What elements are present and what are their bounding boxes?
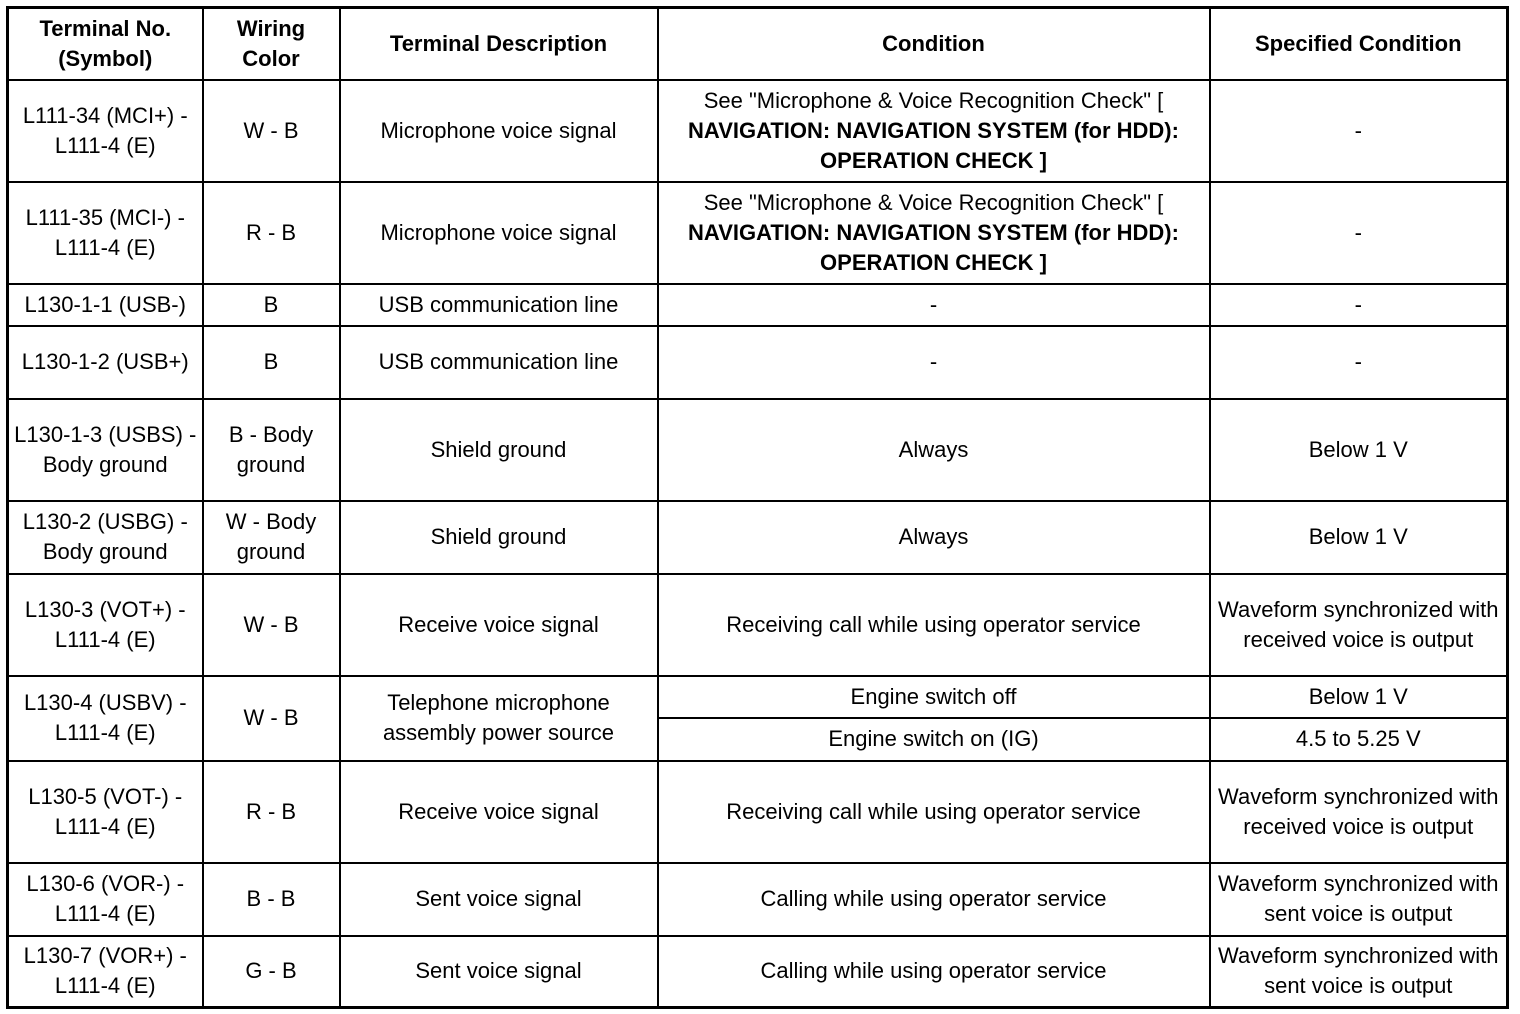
wiring-cell: G - B xyxy=(203,936,340,1008)
specified-cell: - xyxy=(1210,284,1508,326)
description-cell: USB communication line xyxy=(340,326,658,399)
wiring-cell: B - Body ground xyxy=(203,399,340,501)
condition-cell: Calling while using operator service xyxy=(658,863,1210,936)
table-row xyxy=(8,761,1508,863)
wiring-cell: B xyxy=(203,326,340,399)
condition-cell: - xyxy=(658,326,1210,399)
condition-cell: Calling while using operator service xyxy=(658,936,1210,1008)
wiring-cell: R - B xyxy=(203,182,340,284)
terminal-cell: L130-1-2 (USB+) xyxy=(8,326,203,399)
condition-cell: Receiving call while using operator service xyxy=(658,761,1210,863)
header-row xyxy=(8,8,1508,80)
header-description: Terminal Description xyxy=(340,8,658,80)
table-row xyxy=(8,182,1508,284)
description-cell: USB communication line xyxy=(340,284,658,326)
condition-text: See "Microphone & Voice Recognition Check" [ xyxy=(703,87,1164,113)
description-cell: Shield ground xyxy=(340,399,658,501)
wiring-cell: W - B xyxy=(203,80,340,182)
wiring-cell: W - Body ground xyxy=(203,501,340,574)
specified-cell: Waveform synchronized with sent voice is output xyxy=(1210,863,1508,936)
wiring-cell: W - B xyxy=(203,676,340,761)
specified-cell: - xyxy=(1210,80,1508,182)
terminal-cell: L130-6 (VOR-) - L111-4 (E) xyxy=(8,863,203,936)
table-row xyxy=(8,284,1508,326)
terminal-cell: L130-1-3 (USBS) - Body ground xyxy=(8,399,203,501)
terminal-cell: L130-3 (VOT+) - L111-4 (E) xyxy=(8,574,203,676)
condition-cell: - xyxy=(658,284,1210,326)
header-terminal: Terminal No. (Symbol) xyxy=(8,8,203,80)
condition-cell: Engine switch on (IG) xyxy=(658,718,1210,761)
wiring-cell: B - B xyxy=(203,863,340,936)
header-specified-condition: Specified Condition xyxy=(1210,8,1508,80)
wiring-cell: W - B xyxy=(203,574,340,676)
condition-cell xyxy=(658,80,1210,182)
table-row xyxy=(8,863,1508,936)
description-cell: Receive voice signal xyxy=(340,761,658,863)
condition-cell xyxy=(658,182,1210,284)
description-cell: Telephone microphone assembly power source xyxy=(340,676,658,761)
condition-cell: Engine switch off xyxy=(658,676,1210,718)
wiring-cell: R - B xyxy=(203,761,340,863)
table-row xyxy=(8,574,1508,676)
terminal-cell: L111-34 (MCI+) - L111-4 (E) xyxy=(8,80,203,182)
specified-cell: Below 1 V xyxy=(1210,399,1508,501)
table-row xyxy=(8,326,1508,399)
description-cell: Sent voice signal xyxy=(340,863,658,936)
terminal-cell: L130-5 (VOT-) - L111-4 (E) xyxy=(8,761,203,863)
description-cell: Microphone voice signal xyxy=(340,182,658,284)
header-condition: Condition xyxy=(658,8,1210,80)
condition-cell: Receiving call while using operator service xyxy=(658,574,1210,676)
specified-cell: Below 1 V xyxy=(1210,501,1508,574)
specified-cell: 4.5 to 5.25 V xyxy=(1210,718,1508,761)
table-row xyxy=(8,80,1508,182)
terminal-cell: L111-35 (MCI-) - L111-4 (E) xyxy=(8,182,203,284)
specified-cell: Waveform synchronized with received voice is output xyxy=(1210,761,1508,863)
condition-cell: Always xyxy=(658,399,1210,501)
terminal-cell: L130-4 (USBV) - L111-4 (E) xyxy=(8,676,203,761)
table-row xyxy=(8,676,1508,718)
description-cell: Microphone voice signal xyxy=(340,80,658,182)
specified-cell: Waveform synchronized with received voice is output xyxy=(1210,574,1508,676)
table-row xyxy=(8,936,1508,1008)
terminal-cell: L130-7 (VOR+) - L111-4 (E) xyxy=(8,936,203,1008)
terminal-cell: L130-2 (USBG) - Body ground xyxy=(8,501,203,574)
condition-reference: NAVIGATION: NAVIGATION SYSTEM (for HDD): OPERATION CHECK ] xyxy=(688,117,1179,173)
condition-reference: NAVIGATION: NAVIGATION SYSTEM (for HDD): OPERATION CHECK ] xyxy=(688,219,1179,275)
specified-cell: - xyxy=(1210,182,1508,284)
table-row xyxy=(8,399,1508,501)
specified-cell: - xyxy=(1210,326,1508,399)
specified-cell: Waveform synchronized with sent voice is output xyxy=(1210,936,1508,1008)
terminal-cell: L130-1-1 (USB-) xyxy=(8,284,203,326)
description-cell: Shield ground xyxy=(340,501,658,574)
specified-cell: Below 1 V xyxy=(1210,676,1508,718)
description-cell: Sent voice signal xyxy=(340,936,658,1008)
terminal-spec-table xyxy=(6,6,1509,1009)
condition-cell: Always xyxy=(658,501,1210,574)
table-row xyxy=(8,501,1508,574)
header-wiring-color: Wiring Color xyxy=(203,8,340,80)
description-cell: Receive voice signal xyxy=(340,574,658,676)
wiring-cell: B xyxy=(203,284,340,326)
condition-text: See "Microphone & Voice Recognition Check" [ xyxy=(703,189,1164,215)
